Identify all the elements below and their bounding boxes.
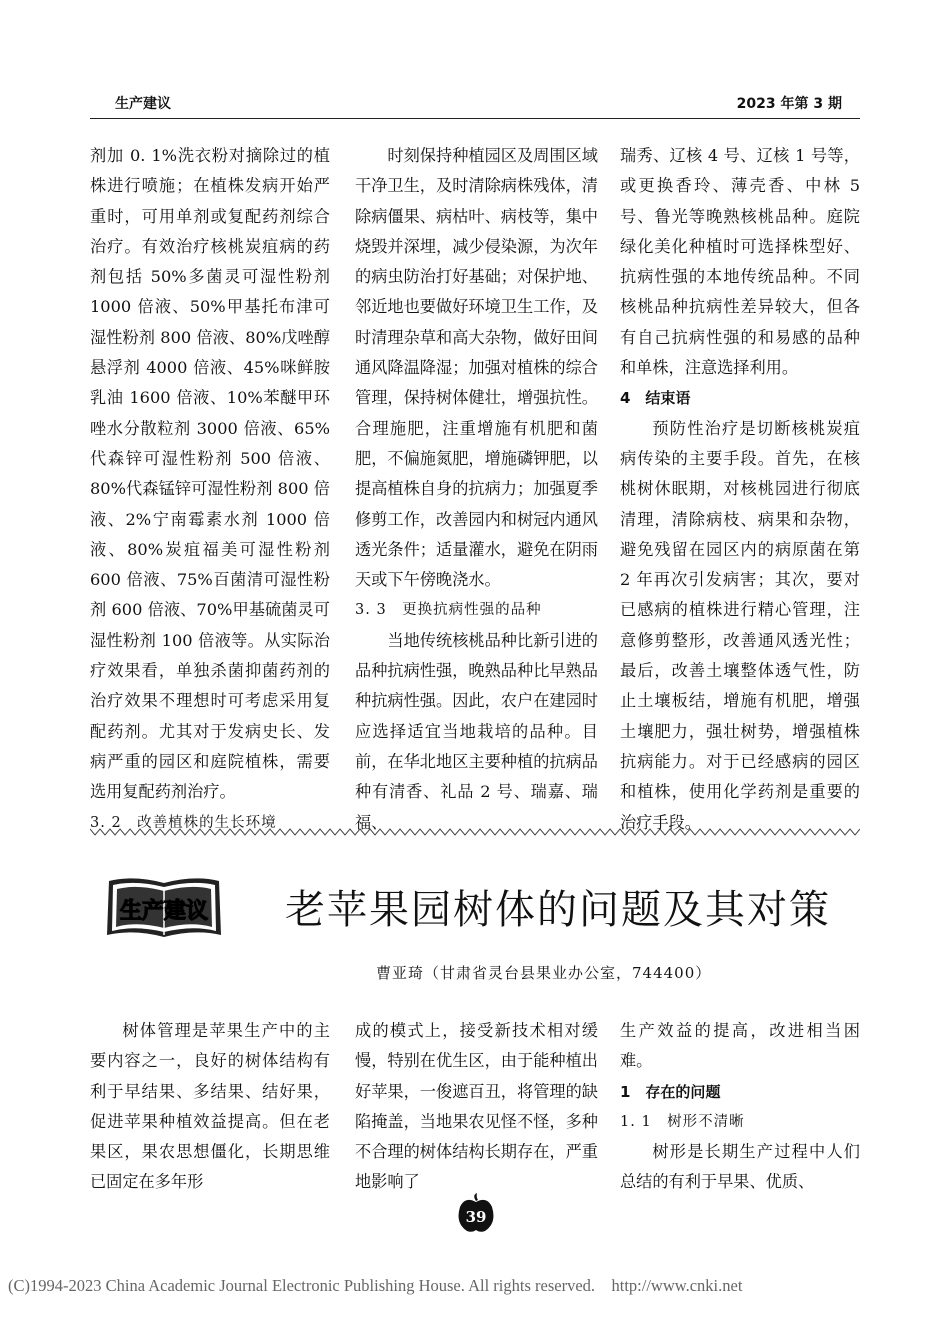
- subsection-heading: 3. 2 改善植株的生长环境: [90, 814, 277, 831]
- article-column-3: [620, 1016, 860, 1198]
- running-header-issue: 2023 年第 3 期: [736, 96, 842, 112]
- subsection-heading: 1. 1 树形不清晰: [620, 1113, 745, 1130]
- section-heading: 1 存在的问题: [620, 1082, 721, 1101]
- section-logo-book-icon: [103, 873, 225, 943]
- top-column-1: [90, 141, 330, 838]
- page-number-apple-icon: [457, 1193, 495, 1233]
- top-column-2: [355, 141, 598, 838]
- paragraph: 时刻保持种植园区及周围区域干净卫生，及时清除病株残体，清除病僵果、病枯叶、病枝等，集中烧毁并深埋，减少侵染源，为次年的病虫防治打好基础；对保护地、邻近地也要做好环境卫生工作，及时清理杂草和高大杂物，做好田间通风降温降湿；加强对植株的综合管理，保持树体健壮，增强抗性。合理施肥，注重增施有机肥和菌肥，不偏施氮肥，增施磷钾肥，以提高植株自身的抗病力；加强夏季修剪工作，改善园内和树冠内通风透光条件；适量灌水，避免在阴雨天或下午傍晚浇水。: [355, 146, 598, 590]
- section-heading: 4 结束语: [620, 389, 691, 408]
- paragraph: 预防性治疗是切断核桃炭疽病传染的主要手段。首先，在核桃树休眠期，对核桃园进行彻底清理，清除病枝、病果和杂物，避免残留在园区内的病原菌在第 2 年再次引发病害；其次，要对已感病的植株进行精心管理，注意修剪整形，改善通风透光性；最后，改善土壤整体透气性，防止土壤板结，增施有机肥，增强土壤肥力，强壮树势，增强植株抗病能力。对于已经感病的园区和植株，使用化学药剂是重要的治疗手段。: [620, 418, 860, 832]
- paragraph: 成的模式上，接受新技术相对缓慢，特别在优生区，由于能种植出好苹果，一俊遮百丑，将管理的缺陷掩盖，当地果农见怪不怪，多种不合理的树体结构长期存在，严重地影响了: [355, 1021, 598, 1192]
- article-title: 老苹果园树体的问题及其对策: [285, 887, 831, 933]
- paragraph: 剂加 0. 1%洗衣粉对摘除过的植株进行喷施；在植株发病开始严重时，可用单剂或复配药剂综合治疗。有效治疗核桃炭疽病的药剂包括 50%多菌灵可湿性粉剂 1000 倍液、50%甲基托布津可湿性粉剂 800 倍液、80%戊唑醇悬浮剂 4000 倍液、45%咪鲜胺乳油 1600 倍液、10%苯醚甲环唑水分散粒剂 3000 倍液、65%代森锌可湿性粉剂 500 倍液、80%代森锰锌可湿性粉剂 800 倍液、2%宁南霉素水剂 1000 倍液、80%炭疽福美可湿性粉剂 600 倍液、75%百菌清可湿性粉剂 600 倍液、70%甲基硫菌灵可湿性粉剂 100 倍液等。从实际治疗效果看，单独杀菌抑菌药剂的治疗效果不理想时可考虑采用复配药剂。尤其对于发病史长、发病严重的园区和庭院植株，需要选用复配药剂治疗。: [90, 146, 330, 802]
- paragraph: 瑞秀、辽核 4 号、辽核 1 号等，或更换香玲、薄壳香、中林 5 号、鲁光等晚熟核桃品种。庭院绿化美化种植时可选择株型好、抗病性强的本地传统品种。不同核桃品种抗病性差异较大，但各有自己抗病性强的和易感的品种和单株，注意选择利用。: [620, 146, 860, 378]
- page-number: 39: [465, 1208, 487, 1226]
- running-header-section: 生产建议: [115, 96, 171, 112]
- paragraph: 树体管理是苹果生产中的主要内容之一，良好的树体结构有利于早结果、多结果、结好果，促进苹果种植效益提高。但在老果区，果农思想僵化，长期思维已固定在多年形: [90, 1021, 330, 1192]
- article-author: 曹亚琦（甘肃省灵台县果业办公室，744400）: [376, 964, 712, 982]
- article-column-1: [90, 1016, 330, 1198]
- paragraph: 生产效益的提高，改进相当困难。: [620, 1021, 860, 1071]
- article-column-2: [355, 1016, 598, 1198]
- header-rule: [90, 118, 860, 119]
- logo-text: 生产建议: [119, 899, 209, 924]
- top-column-3: [620, 141, 860, 838]
- copyright-footer: (C)1994-2023 China Academic Journal Electronic Publishing House. All rights reserved. http://www.cnki.net: [8, 1276, 743, 1295]
- subsection-heading: 3. 3 更换抗病性强的品种: [355, 602, 542, 619]
- paragraph: 当地传统核桃品种比新引进的品种抗病性强，晚熟品种比早熟品种抗病性强。因此，农户在建园时应选择适宜当地栽培的品种。目前，在华北地区主要种植的抗病品种有清香、礼品 2 号、瑞嘉、瑞福、: [355, 630, 598, 832]
- zigzag-divider: [90, 826, 860, 838]
- paragraph: 树形是长期生产过程中人们总结的有利于早果、优质、: [620, 1142, 860, 1192]
